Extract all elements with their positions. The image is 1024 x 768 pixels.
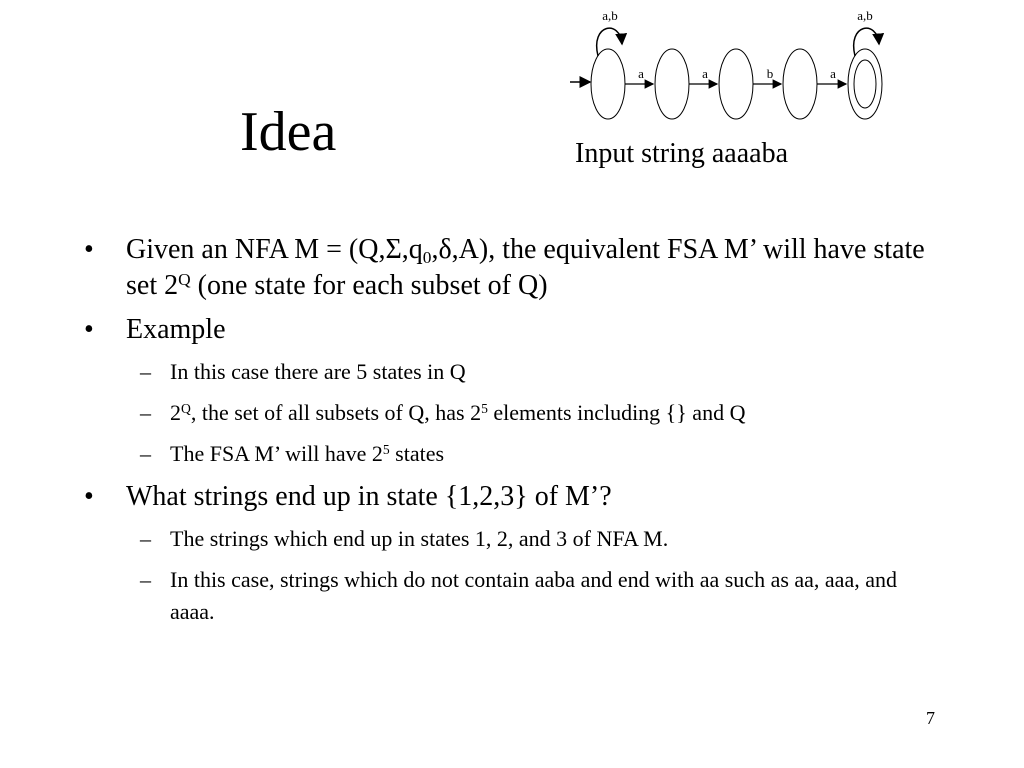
bullet-list: [84, 232, 944, 637]
edge-label-1-2: a: [638, 66, 644, 81]
sub-bullet-answer-1: – The strings which end up in states 1, 2, and 3 of NFA M.: [84, 523, 944, 555]
state-4: [783, 49, 817, 119]
loop-label-1: a,b: [602, 8, 618, 23]
dash-mark: –: [140, 441, 151, 466]
dash-mark: –: [140, 567, 151, 592]
bullet-mark: •: [84, 481, 94, 512]
sub-bullet-answer-2: – In this case, strings which do not contain aaba and end with aa such as aa, aaa, and aaaa.: [84, 564, 944, 628]
bullet-example: • Example: [84, 312, 944, 348]
state-1: [591, 49, 625, 119]
bullet-mark: •: [84, 314, 94, 345]
sub-bullet-power-set: – $2^Q$, the set of all subsets of Q, has $2^5$ elements including {} and Q: [84, 397, 944, 429]
sub-bullet-fsa-states: – The FSA M’ will have $2^5$ states: [84, 438, 944, 470]
state-2: [655, 49, 689, 119]
edge-label-2-3: a: [702, 66, 708, 81]
state-3: [719, 49, 753, 119]
edge-label-4-5: a: [830, 66, 836, 81]
sub-bullet-five-states: – In this case there are 5 states in Q: [84, 356, 944, 388]
dash-mark: –: [140, 526, 151, 551]
slide-title: Idea: [240, 101, 337, 163]
page-number: 7: [926, 708, 935, 728]
bullet-question: • What strings end up in state {1,2,3} of M’?: [84, 479, 944, 515]
loop-label-5: a,b: [857, 8, 873, 23]
nfa-diagram: [560, 4, 900, 134]
diagram-caption: Input string aaaaba: [575, 138, 789, 169]
edge-label-3-4: b: [766, 66, 774, 81]
dash-mark: –: [140, 400, 151, 425]
bullet-nfa-definition: • Given an NFA M = (Q,Σ,q0,δ,A), the equivalent FSA M’ will have state set $2^Q$ (one state for each subset of Q): [84, 234, 925, 301]
bullet-mark: •: [84, 234, 94, 265]
dash-mark: –: [140, 359, 151, 384]
state-5-inner: [854, 60, 876, 108]
